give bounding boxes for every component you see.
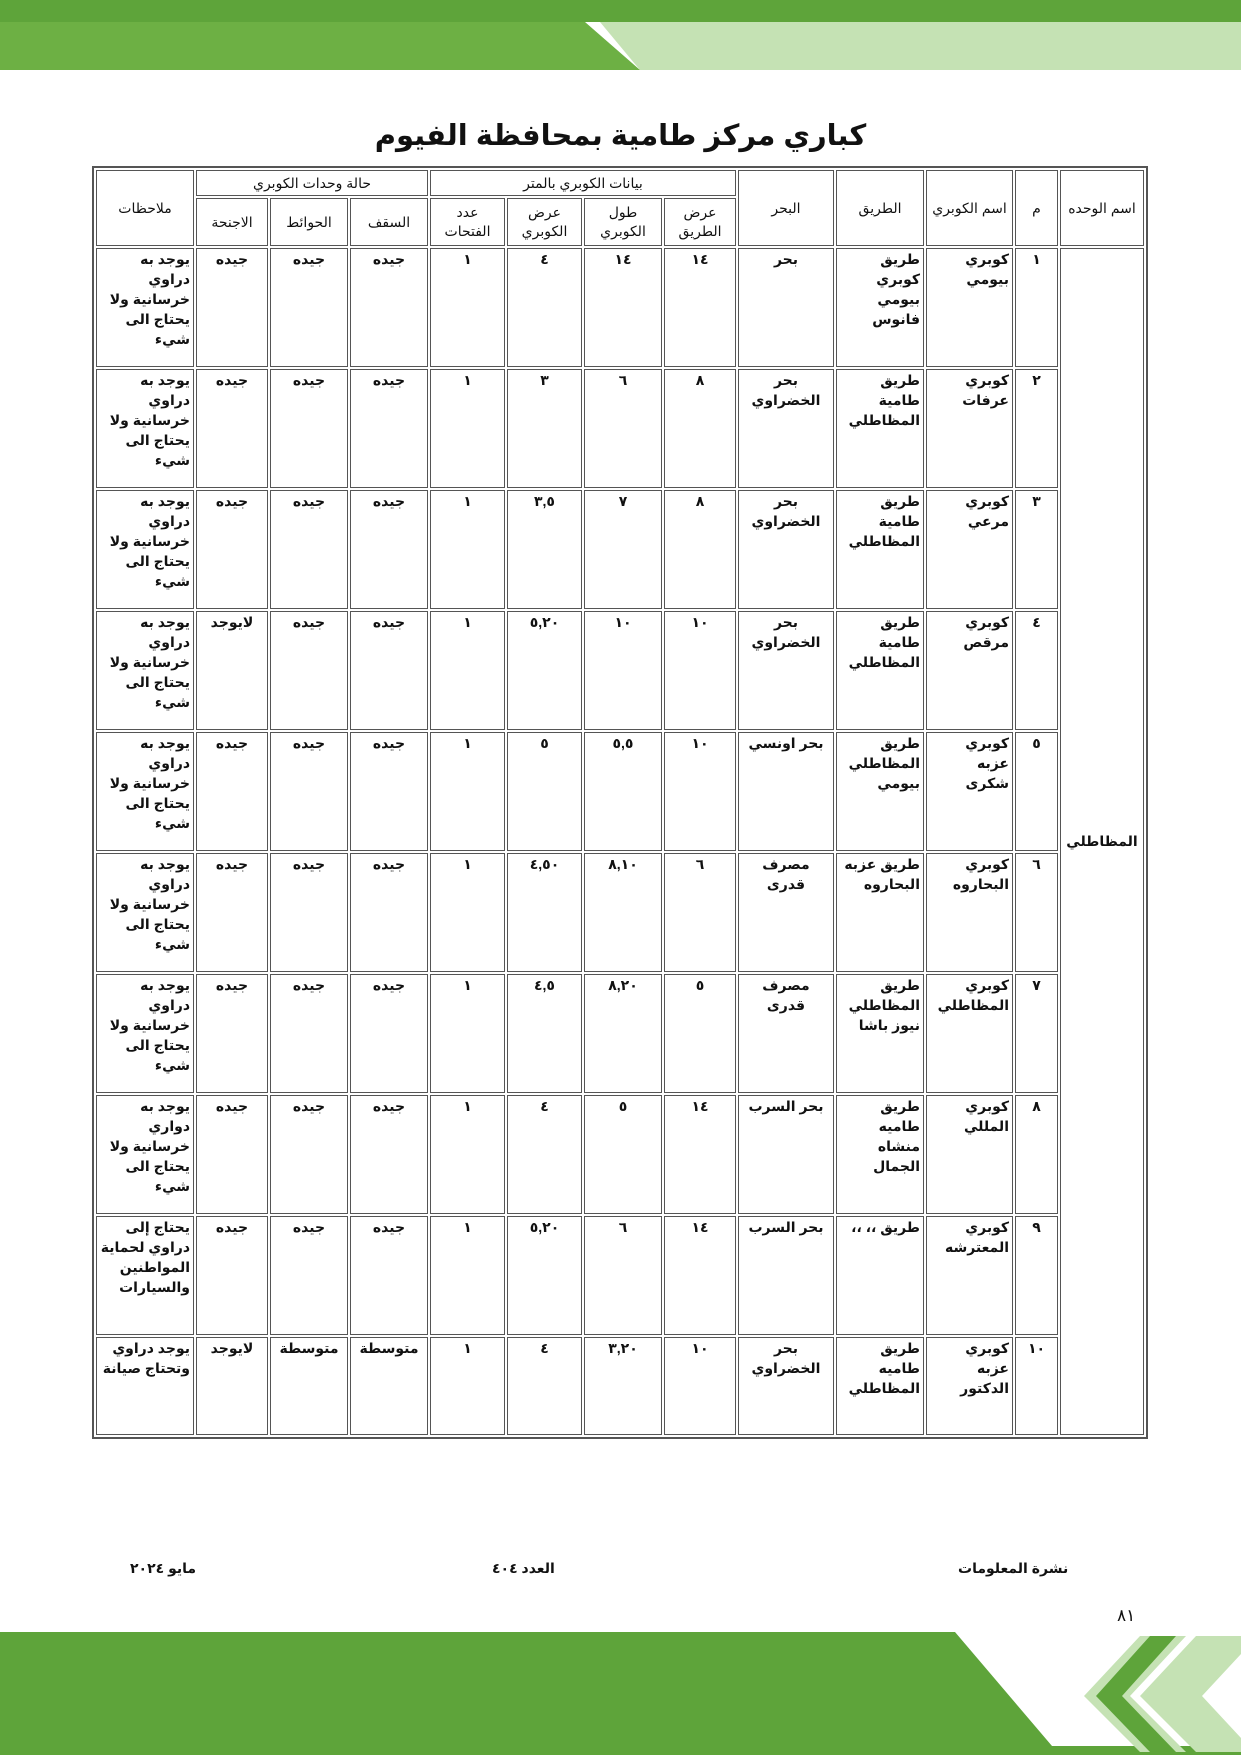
openings-count-cell: ١	[430, 490, 505, 609]
bridge-length-cell: ٨,١٠	[584, 853, 662, 972]
bridge-width-cell: ٤	[507, 1337, 582, 1435]
notes-cell: يوجد به دواري خرسانية ولا يحتاج الى شيء	[96, 1095, 194, 1214]
footer-date: مايو ٢٠٢٤	[130, 1560, 197, 1576]
notes-cell: يوجد به دراوي خرسانية ولا يحتاج الى شيء	[96, 732, 194, 851]
table-row	[96, 490, 1144, 609]
bridge-length-cell: ١٤	[584, 248, 662, 367]
bridge-width-cell: ٥	[507, 732, 582, 851]
road-width-cell: ١٤	[664, 1216, 736, 1335]
bridge-length-cell: ٦	[584, 1216, 662, 1335]
unit-name-cell: المظاطلي	[1060, 248, 1144, 1435]
header-openings-count: عدد الفتحات	[430, 198, 505, 246]
bridge-length-cell: ٥	[584, 1095, 662, 1214]
notes-cell: يوجد به دراوي خرسانية ولا يحتاج الى شيء	[96, 248, 194, 367]
road-width-cell: ١٤	[664, 1095, 736, 1214]
bridge-width-cell: ٥,٢٠	[507, 611, 582, 730]
openings-count-cell: ١	[430, 853, 505, 972]
openings-count-cell: ١	[430, 732, 505, 851]
bridge-length-cell: ١٠	[584, 611, 662, 730]
header-walls: الحوائط	[270, 198, 348, 246]
row-number-cell: ٧	[1015, 974, 1058, 1093]
notes-cell: يوجد به دراوي خرسانية ولا يحتاج الى شيء	[96, 490, 194, 609]
table-row	[96, 974, 1144, 1093]
bridge-width-cell: ٤	[507, 1095, 582, 1214]
ceiling-condition-cell: متوسطة	[350, 1337, 428, 1435]
openings-count-cell: ١	[430, 248, 505, 367]
notes-cell: يوجد به دراوي خرسانية ولا يحتاج الى شيء	[96, 611, 194, 730]
openings-count-cell: ١	[430, 611, 505, 730]
waterway-name-cell: بحر الخضراوي	[738, 490, 834, 609]
road-name-cell: طريق عزبه البحاروه	[836, 853, 924, 972]
header-unit-name: اسم الوحده	[1060, 170, 1144, 246]
header-row-top	[96, 170, 1144, 196]
road-width-cell: ٨	[664, 490, 736, 609]
ceiling-condition-cell: جيده	[350, 490, 428, 609]
bridge-name-cell: كوبري مرعي	[926, 490, 1013, 609]
waterway-name-cell: بحر	[738, 248, 834, 367]
bridge-name-cell: كوبري مرقص	[926, 611, 1013, 730]
bridges-table	[92, 166, 1148, 1439]
bridge-name-cell: كوبري المللي	[926, 1095, 1013, 1214]
notes-cell: يوجد دراوي وتحتاج صيانة	[96, 1337, 194, 1435]
bridge-width-cell: ٣	[507, 369, 582, 488]
bridge-name-cell: كوبري المظاطلي	[926, 974, 1013, 1093]
ceiling-condition-cell: جيده	[350, 732, 428, 851]
table-row	[96, 1216, 1144, 1335]
openings-count-cell: ١	[430, 369, 505, 488]
openings-count-cell: ١	[430, 1095, 505, 1214]
walls-condition-cell: جيده	[270, 369, 348, 488]
road-width-cell: ٨	[664, 369, 736, 488]
header-bridge-width: عرض الكوبري	[507, 198, 582, 246]
bottom-decorative-band	[0, 1628, 1241, 1755]
road-name-cell: طريق طامية المظاطلي	[836, 490, 924, 609]
header-bridge-length: طول الكوبري	[584, 198, 662, 246]
wings-condition-cell: جيده	[196, 490, 268, 609]
road-name-cell: طريق ،، ،،	[836, 1216, 924, 1335]
header-bridge-name: اسم الكوبري	[926, 170, 1013, 246]
walls-condition-cell: جيده	[270, 974, 348, 1093]
header-wings: الاجنحة	[196, 198, 268, 246]
road-name-cell: طريق طامية المظاطلي	[836, 611, 924, 730]
page-number: ٨١	[1117, 1606, 1136, 1625]
ceiling-condition-cell: جيده	[350, 611, 428, 730]
row-number-cell: ٤	[1015, 611, 1058, 730]
wings-condition-cell: جيده	[196, 974, 268, 1093]
road-width-cell: ٥	[664, 974, 736, 1093]
walls-condition-cell: جيده	[270, 853, 348, 972]
ceiling-condition-cell: جيده	[350, 853, 428, 972]
waterway-name-cell: بحر الخضراوي	[738, 611, 834, 730]
openings-count-cell: ١	[430, 974, 505, 1093]
wings-condition-cell: جيده	[196, 369, 268, 488]
road-name-cell: طريق طاميه المظاطلي	[836, 1337, 924, 1435]
bridge-name-cell: كوبري عرفات	[926, 369, 1013, 488]
openings-count-cell: ١	[430, 1216, 505, 1335]
row-number-cell: ١	[1015, 248, 1058, 367]
bridge-length-cell: ٧	[584, 490, 662, 609]
row-number-cell: ٨	[1015, 1095, 1058, 1214]
waterway-name-cell: بحر اونسي	[738, 732, 834, 851]
walls-condition-cell: جيده	[270, 1216, 348, 1335]
notes-cell: يحتاج إلى دراوي لحماية المواطنين والسيارات	[96, 1216, 194, 1335]
ceiling-condition-cell: جيده	[350, 369, 428, 488]
bridge-length-cell: ٣,٢٠	[584, 1337, 662, 1435]
road-width-cell: ١٤	[664, 248, 736, 367]
bridge-length-cell: ٨,٢٠	[584, 974, 662, 1093]
footer-issue-number: العدد ٤٠٤	[492, 1560, 555, 1576]
bridge-length-cell: ٦	[584, 369, 662, 488]
waterway-name-cell: بحر السرب	[738, 1216, 834, 1335]
row-number-cell: ٣	[1015, 490, 1058, 609]
table-row	[96, 853, 1144, 972]
bridge-width-cell: ٤,٥٠	[507, 853, 582, 972]
ceiling-condition-cell: جيده	[350, 1095, 428, 1214]
walls-condition-cell: جيده	[270, 248, 348, 367]
waterway-name-cell: بحر السرب	[738, 1095, 834, 1214]
table-row	[96, 248, 1144, 367]
table-row	[96, 1337, 1144, 1435]
bridge-name-cell: كوبري عزبه شكرى	[926, 732, 1013, 851]
wings-condition-cell: لايوجد	[196, 1337, 268, 1435]
row-number-cell: ٩	[1015, 1216, 1058, 1335]
notes-cell: يوجد به دراوي خرسانية ولا يحتاج الى شيء	[96, 974, 194, 1093]
ceiling-condition-cell: جيده	[350, 1216, 428, 1335]
notes-cell: يوجد به دراوي خرسانية ولا يحتاج الى شيء	[96, 853, 194, 972]
header-number: م	[1015, 170, 1058, 246]
bridge-width-cell: ٤	[507, 248, 582, 367]
header-waterway: البحر	[738, 170, 834, 246]
row-number-cell: ٦	[1015, 853, 1058, 972]
table-row	[96, 611, 1144, 730]
row-number-cell: ٥	[1015, 732, 1058, 851]
wings-condition-cell: جيده	[196, 853, 268, 972]
walls-condition-cell: جيده	[270, 1095, 348, 1214]
bridge-name-cell: كوبري بيومي	[926, 248, 1013, 367]
wings-condition-cell: جيده	[196, 248, 268, 367]
notes-cell: يوجد به دراوي خرسانية ولا يحتاج الى شيء	[96, 369, 194, 488]
bridge-width-cell: ٣,٥	[507, 490, 582, 609]
walls-condition-cell: متوسطة	[270, 1337, 348, 1435]
wings-condition-cell: لايوجد	[196, 611, 268, 730]
bridge-name-cell: كوبري المعترشه	[926, 1216, 1013, 1335]
bridge-name-cell: كوبري البحاروه	[926, 853, 1013, 972]
header-ceiling: السقف	[350, 198, 428, 246]
header-road-width: عرض الطريق	[664, 198, 736, 246]
header-bridge-data-group: بيانات الكوبري بالمتر	[430, 170, 736, 196]
road-name-cell: طريق المظاطلي بيومي	[836, 732, 924, 851]
road-name-cell: طريق المظاطلي نيوز باشا	[836, 974, 924, 1093]
top-decorative-band	[0, 0, 1241, 80]
road-width-cell: ١٠	[664, 611, 736, 730]
bridge-width-cell: ٤,٥	[507, 974, 582, 1093]
table-body	[96, 248, 1144, 1435]
chevron-double-left-icon	[1084, 1636, 1241, 1752]
ceiling-condition-cell: جيده	[350, 974, 428, 1093]
road-name-cell: طريق كوبري بيومي فانوس	[836, 248, 924, 367]
wings-condition-cell: جيده	[196, 1216, 268, 1335]
header-condition-group: حالة وحدات الكوبري	[196, 170, 428, 196]
waterway-name-cell: بحر الخضراوي	[738, 1337, 834, 1435]
header-road: الطريق	[836, 170, 924, 246]
road-width-cell: ١٠	[664, 1337, 736, 1435]
wings-condition-cell: جيده	[196, 732, 268, 851]
road-width-cell: ١٠	[664, 732, 736, 851]
bridge-width-cell: ٥,٢٠	[507, 1216, 582, 1335]
road-name-cell: طريق طامية المظاطلي	[836, 369, 924, 488]
table-row	[96, 1095, 1144, 1214]
row-number-cell: ١٠	[1015, 1337, 1058, 1435]
wings-condition-cell: جيده	[196, 1095, 268, 1214]
waterway-name-cell: مصرف قدرى	[738, 974, 834, 1093]
table-row	[96, 369, 1144, 488]
page-title: كباري مركز طامية بمحافظة الفيوم	[374, 120, 867, 152]
walls-condition-cell: جيده	[270, 490, 348, 609]
waterway-name-cell: مصرف قدرى	[738, 853, 834, 972]
bridge-length-cell: ٥,٥	[584, 732, 662, 851]
road-name-cell: طريق طاميه منشاه الجمال	[836, 1095, 924, 1214]
walls-condition-cell: جيده	[270, 732, 348, 851]
row-number-cell: ٢	[1015, 369, 1058, 488]
walls-condition-cell: جيده	[270, 611, 348, 730]
footer-publication-name: نشرة المعلومات	[958, 1560, 1069, 1576]
table-row	[96, 732, 1144, 851]
openings-count-cell: ١	[430, 1337, 505, 1435]
waterway-name-cell: بحر الخضراوي	[738, 369, 834, 488]
ceiling-condition-cell: جيده	[350, 248, 428, 367]
header-notes: ملاحظات	[96, 170, 194, 246]
road-width-cell: ٦	[664, 853, 736, 972]
bridge-name-cell: كوبري عزبه الدكتور	[926, 1337, 1013, 1435]
